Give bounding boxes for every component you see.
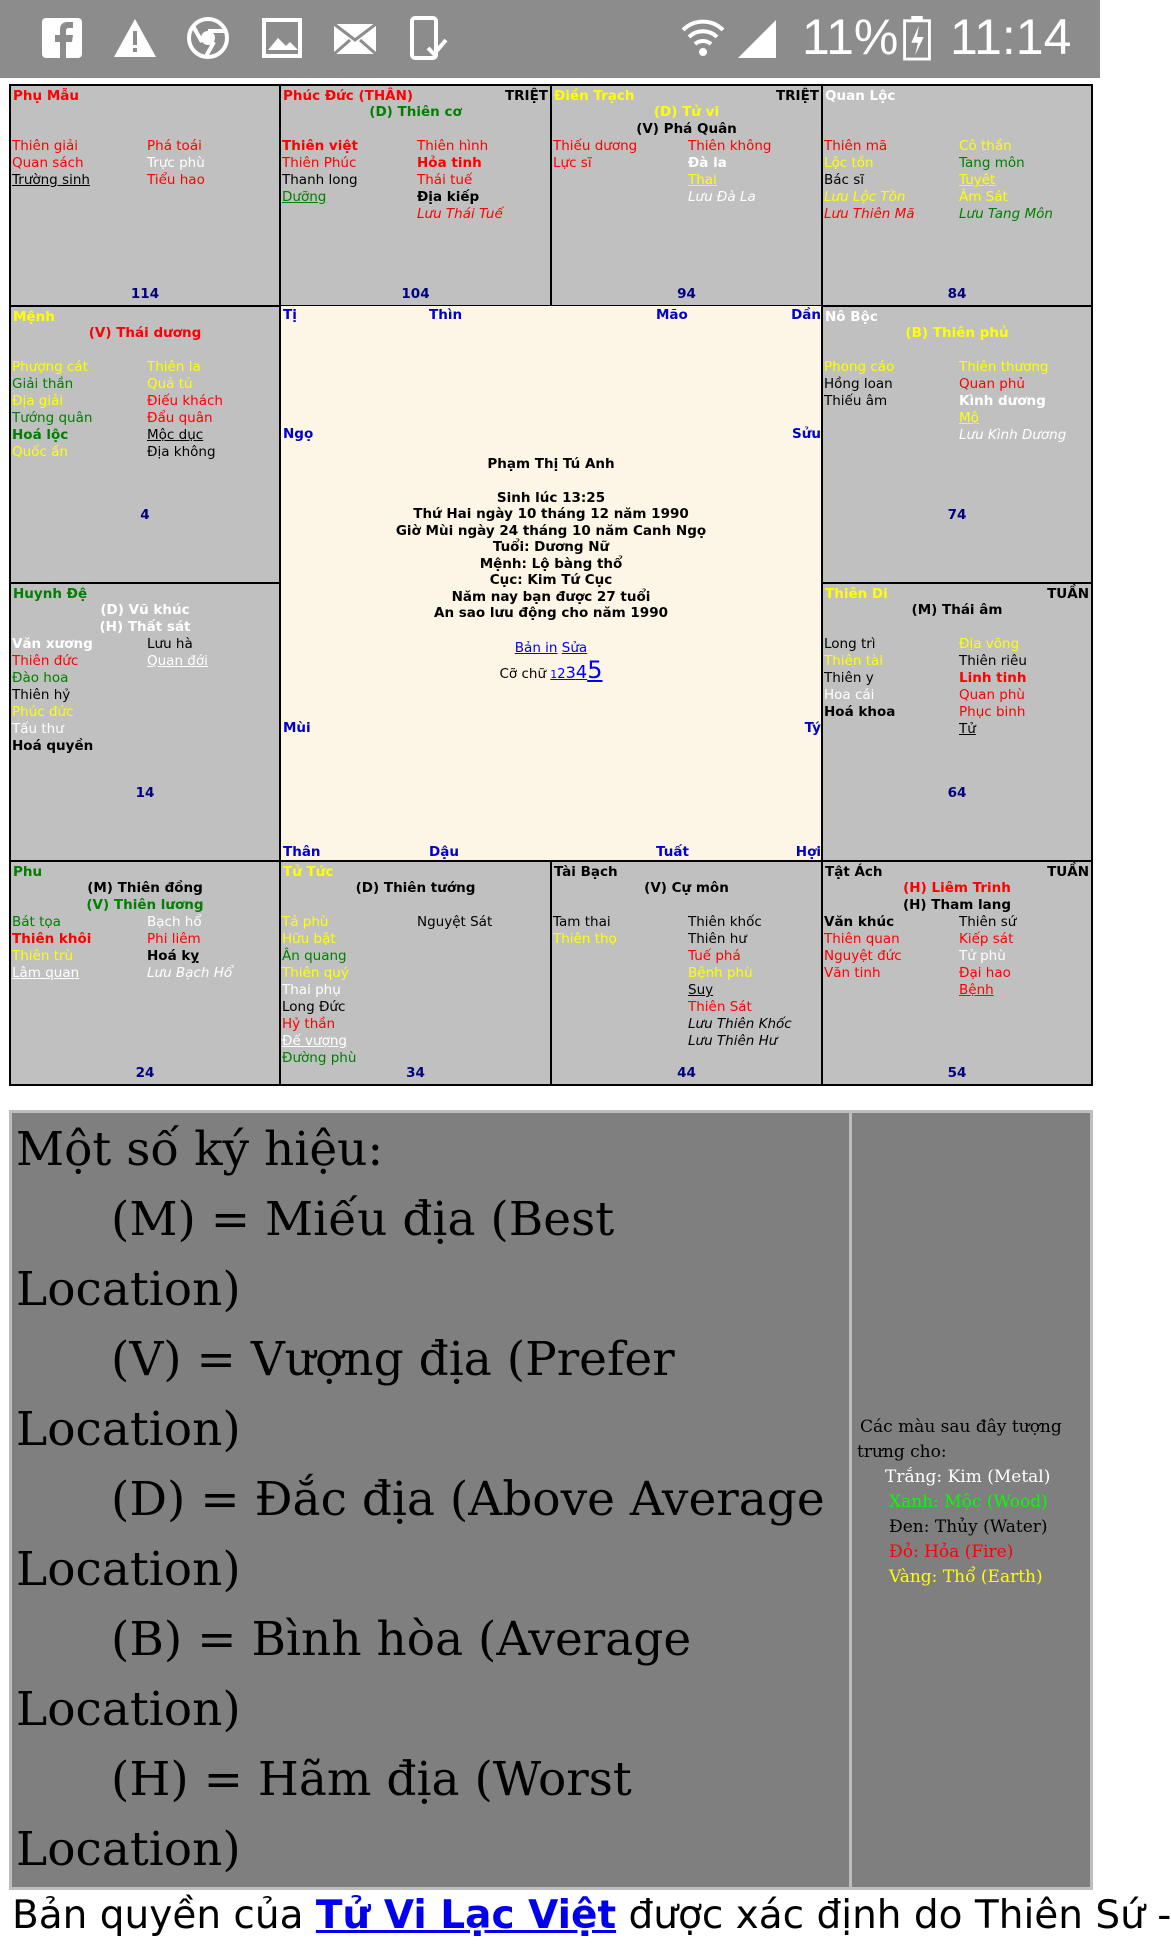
wifi-icon <box>680 16 726 60</box>
star: Phá toái <box>147 138 202 154</box>
star: Thiên mã <box>824 138 888 154</box>
branch-label: Ngọ <box>283 426 314 442</box>
star: Phục binh <box>959 704 1026 720</box>
color-legend <box>855 1113 1090 1887</box>
palace-huynh-de[interactable] <box>11 584 281 862</box>
star: Đà la <box>688 155 727 171</box>
age-number: 74 <box>947 507 967 523</box>
star: Lưu Kình Dương <box>959 427 1067 443</box>
star: Ân quang <box>282 948 347 964</box>
star: Nguyệt Sát <box>417 914 493 930</box>
palace-name: Mệnh <box>13 309 55 325</box>
legend-title: Một số ký hiệu: <box>16 1122 384 1177</box>
gallery-icon <box>262 16 302 60</box>
palace-name: Tài Bạch <box>554 864 618 880</box>
star: Quan sách <box>12 155 84 171</box>
age-number: 114 <box>130 286 160 302</box>
star: Trực phù <box>147 155 205 171</box>
color-item: Trắng: Kim (Metal) <box>885 1467 1051 1487</box>
palace-tai-bach[interactable] <box>552 862 823 1084</box>
palace-tat-ach[interactable] <box>823 862 1091 1084</box>
star: Điếu khách <box>147 393 223 409</box>
copyright-suffix: được xác định do Thiên Sứ - <box>616 1893 1171 1938</box>
star: Phi liêm <box>147 931 201 947</box>
chrome-icon <box>186 16 230 60</box>
branch-label: Tý <box>804 720 821 736</box>
copyright-footer <box>12 1890 1171 1942</box>
copyright-prefix: Bản quyền của <box>12 1893 316 1938</box>
star: Quan phủ <box>959 376 1025 392</box>
font-size-3[interactable]: 3 <box>565 663 576 682</box>
star: Tấu thư <box>12 721 64 737</box>
star: Bác sĩ <box>824 172 865 188</box>
star: Bệnh phù <box>688 965 753 981</box>
palace-name: Phu <box>13 864 43 880</box>
star: Thanh long <box>282 172 358 188</box>
star: Linh tinh <box>959 670 1027 686</box>
star: Thái tuế <box>417 172 473 188</box>
star: Giải thần <box>12 376 74 392</box>
signal-icon <box>734 16 780 60</box>
palace-name: Huynh Đệ <box>13 586 88 602</box>
star: Thiên giải <box>12 138 79 154</box>
main-star: (H) Tham lang <box>902 897 1012 913</box>
palace-no-boc[interactable] <box>823 307 1091 584</box>
branch-label: Tị <box>283 307 297 323</box>
star: Thiên hình <box>417 138 489 154</box>
star: Cô thần <box>959 138 1012 154</box>
star: Hoa cái <box>824 687 875 703</box>
palace-tag: TRIỆT <box>504 88 548 104</box>
star: Phượng cát <box>12 359 88 375</box>
star: Tam thai <box>553 914 611 930</box>
star: Thiên khôi <box>12 931 92 947</box>
star: Đế vượng <box>282 1033 347 1049</box>
info-line: Cục: Kim Tứ Cục <box>489 572 613 588</box>
star: Thiên la <box>147 359 201 375</box>
palace-tag: TRIỆT <box>775 88 819 104</box>
star: Bạch hổ <box>147 914 202 930</box>
warning-icon <box>112 16 158 60</box>
age-number: 34 <box>406 1065 425 1081</box>
color-item: Đỏ: Hỏa (Fire) <box>889 1542 1014 1562</box>
main-star: (H) Thất sát <box>99 619 191 635</box>
star: Quan đới <box>147 653 208 669</box>
branch-label: Mão <box>656 307 688 323</box>
star: Kiếp sát <box>959 931 1014 947</box>
star: Thiên quan <box>824 931 900 947</box>
palace-phuc-duc[interactable] <box>281 86 552 307</box>
star: Lưu Thiên Hư <box>688 1033 778 1049</box>
star: Lộc tồn <box>824 155 874 171</box>
star: Quan phù <box>959 687 1025 703</box>
symbol-legend <box>12 1113 852 1887</box>
star: Đường phù <box>282 1050 357 1066</box>
age-number: 64 <box>947 785 967 801</box>
star: Lực sĩ <box>553 155 592 171</box>
palace-menh[interactable] <box>11 307 281 584</box>
star: Dưỡng <box>282 189 327 205</box>
main-star: (B) Thiên phủ <box>905 325 1009 341</box>
print-link[interactable]: Bản in <box>514 639 558 656</box>
age-number: 4 <box>140 507 150 523</box>
branch-label: Sửu <box>792 426 821 442</box>
age-number: 14 <box>135 785 155 801</box>
star: Địa võng <box>959 636 1020 652</box>
palace-quan-loc[interactable] <box>823 86 1091 307</box>
star: Địa không <box>147 444 216 460</box>
main-star: (D) Vũ khúc <box>100 602 190 618</box>
main-star: (V) Cự môn <box>644 880 729 896</box>
star: Tả phù <box>282 914 329 930</box>
star: Hoá quyền <box>12 738 94 754</box>
star: Địa kiếp <box>417 189 480 205</box>
star: Quả tú <box>147 376 193 392</box>
person-name: Phạm Thị Tú Anh <box>487 456 615 472</box>
star: Thiên trù <box>12 948 74 964</box>
star: Trường sinh <box>12 172 90 188</box>
battery-percent: 11% <box>802 9 899 65</box>
star: Tuyệt <box>959 172 996 188</box>
star: Lưu Tang Môn <box>959 206 1053 222</box>
legend-item: (V) = Vượng địa (Prefer Location) <box>16 1332 675 1457</box>
star: Thiên không <box>688 138 772 154</box>
star: Tuế phá <box>688 948 741 964</box>
star: Phúc đức <box>12 704 74 720</box>
star: Suy <box>688 982 714 998</box>
palace-tu-tuc[interactable] <box>281 862 552 1084</box>
star: Thiếu âm <box>824 393 888 409</box>
star: Đẩu quân <box>147 410 213 426</box>
palace-name: Phụ Mẫu <box>13 88 79 104</box>
age-number: 104 <box>401 286 430 302</box>
palace-name: Tử Tức <box>283 864 334 880</box>
age-number: 24 <box>135 1065 155 1081</box>
star: Thiên thương <box>959 359 1049 375</box>
main-star: (D) Tử vi <box>653 104 720 120</box>
star: Thai <box>688 172 717 188</box>
edit-link[interactable]: Sửa <box>561 639 588 656</box>
palace-name: Nô Bộc <box>825 309 878 325</box>
main-star: (V) Thiên lương <box>86 897 204 913</box>
star: Long Đức <box>282 999 346 1015</box>
site-link[interactable]: Tử Vi Lạc Việt <box>315 1893 617 1938</box>
chart-center <box>281 306 823 862</box>
star: Tang môn <box>959 155 1025 171</box>
font-size-label: Cỡ chữ <box>499 666 546 682</box>
star: Long trì <box>824 636 876 652</box>
color-item: Vàng: Thổ (Earth) <box>889 1567 1043 1587</box>
main-star: (V) Phá Quân <box>636 121 737 137</box>
legend-item: (B) = Bình hòa (Average Location) <box>16 1612 692 1737</box>
star: Tử <box>959 721 976 737</box>
legend-table <box>9 1110 1093 1890</box>
palace-dien-trach[interactable] <box>552 86 823 307</box>
legend-item: (H) = Hãm địa (Worst Location) <box>16 1752 632 1877</box>
star: Lưu Bạch Hổ <box>147 965 233 981</box>
info-line: Thứ Hai ngày 10 tháng 12 năm 1990 <box>413 506 689 522</box>
star: Văn xương <box>12 636 93 652</box>
star: Thiên Sát <box>688 999 752 1015</box>
star: Lưu Thiên Mã <box>824 206 915 222</box>
font-size-4[interactable]: 4 <box>575 662 588 683</box>
star: Thiên khốc <box>688 914 762 930</box>
star: Thiếu dương <box>553 138 638 154</box>
info-line: Giờ Mùi ngày 24 tháng 10 năm Canh Ngọ <box>395 522 707 539</box>
main-star: (H) Liêm Trinh <box>903 880 1011 896</box>
palace-name: Điền Trạch <box>554 88 635 104</box>
main-star: (M) Thái âm <box>911 602 1003 618</box>
main-star: (D) Thiên cơ <box>369 104 462 120</box>
star: Thiên hư <box>688 931 747 947</box>
info-line: Sinh lúc 13:25 <box>496 489 606 506</box>
star: Hỏa tinh <box>417 155 482 171</box>
palace-name: Phúc Đức (THÂN) <box>283 88 414 104</box>
star: Lưu Lộc Tồn <box>824 189 906 205</box>
color-item: Xanh: Mộc (Wood) <box>889 1492 1048 1512</box>
branch-label: Dần <box>791 307 821 323</box>
star: Thiên quý <box>282 965 349 981</box>
star: Mộc dục <box>147 427 204 443</box>
star: Thiên sứ <box>959 914 1017 930</box>
age-number: 94 <box>677 286 696 302</box>
info-line: An sao lưu động cho năm 1990 <box>434 605 668 621</box>
star: Thiên đức <box>12 653 79 669</box>
birth-info <box>281 456 821 684</box>
palace-tag: TUẦN <box>1047 864 1089 880</box>
star: Địa giải <box>12 393 64 409</box>
info-line: Năm nay bạn được 27 tuổi <box>451 588 651 605</box>
star: Văn khúc <box>824 914 895 930</box>
branch-label: Thìn <box>429 307 463 323</box>
star: Đại hao <box>959 965 1011 981</box>
star: Lưu Thiên Khốc <box>688 1016 792 1032</box>
star: Lưu hà <box>147 636 193 652</box>
status-bar <box>0 0 1100 78</box>
star: Kình dương <box>959 393 1046 409</box>
star: Thiên hỷ <box>12 687 71 703</box>
palace-tag: TUẦN <box>1047 586 1089 602</box>
star: Hoá khoa <box>824 704 896 720</box>
star: Nguyệt đức <box>824 948 902 964</box>
color-legend-title: Các màu sau đây tượng trưng cho: <box>857 1417 1062 1462</box>
star: Bát tọa <box>12 914 61 930</box>
star: Thai phụ <box>282 982 341 998</box>
star: Hoá kỵ <box>147 948 200 964</box>
star: Hỷ thần <box>282 1016 336 1032</box>
star: Tiểu hao <box>147 172 205 188</box>
star: Lưu Đà La <box>688 189 756 205</box>
star: Quốc ấn <box>12 444 68 460</box>
star: Đào hoa <box>12 670 69 686</box>
star: Tử phù <box>959 948 1006 964</box>
info-line: Tuổi: Dương Nữ <box>492 539 610 555</box>
star: Văn tinh <box>824 965 881 981</box>
facebook-icon <box>40 16 84 60</box>
branch-label: Hợi <box>795 844 821 860</box>
legend-item: (D) = Đắc địa (Above Average Location) <box>16 1472 825 1597</box>
palace-phu[interactable] <box>11 862 281 1084</box>
star: Thiên y <box>824 670 874 686</box>
font-size-5[interactable]: 5 <box>587 656 603 684</box>
star: Hoá lộc <box>12 427 69 443</box>
font-size-1[interactable]: 1 <box>550 668 558 681</box>
palace-phu-mau[interactable] <box>11 86 281 307</box>
star: Thiên Phúc <box>282 155 357 171</box>
palace-name: Quan Lộc <box>825 88 896 104</box>
age-number: 84 <box>947 286 967 302</box>
star: Thiên việt <box>282 138 358 154</box>
branch-label: Tuất <box>656 844 689 860</box>
star: Thiên thọ <box>553 931 617 947</box>
star: Thiên tài <box>824 653 884 669</box>
star: Phong cáo <box>824 359 895 375</box>
horoscope-chart <box>9 84 1093 1086</box>
palace-thien-di[interactable] <box>823 584 1091 862</box>
main-star: (D) Thiên tướng <box>355 880 476 896</box>
phone-check-icon <box>408 16 448 60</box>
branch-label: Mùi <box>283 720 311 736</box>
legend-item: (M) = Miếu địa (Best Location) <box>16 1192 615 1317</box>
palace-name: Thiên Di <box>825 586 888 602</box>
main-star: (V) Thái dương <box>88 325 202 341</box>
star: Tướng quân <box>12 410 93 426</box>
star: Thiên riêu <box>959 653 1027 669</box>
star: Hữu bật <box>282 931 336 947</box>
info-line: Mệnh: Lộ bàng thổ <box>479 555 623 572</box>
age-number: 54 <box>947 1065 967 1081</box>
color-item: Đen: Thủy (Water) <box>889 1517 1048 1537</box>
battery-charging-icon <box>902 16 932 60</box>
star: Âm Sát <box>959 189 1008 205</box>
star: Hồng loan <box>824 376 893 392</box>
star: Mộ <box>959 410 979 426</box>
clock: 11:14 <box>950 9 1072 65</box>
email-icon <box>332 16 378 60</box>
branch-label: Dậu <box>429 844 459 860</box>
star: Lưu Thái Tuế <box>417 206 503 222</box>
font-size-2[interactable]: 2 <box>557 667 566 682</box>
main-star: (M) Thiên đồng <box>87 880 203 896</box>
star: Bệnh <box>959 982 994 998</box>
branch-label: Thân <box>283 844 321 860</box>
age-number: 44 <box>677 1065 696 1081</box>
star: Lâm quan <box>12 965 80 981</box>
palace-name: Tật Ách <box>825 864 883 880</box>
